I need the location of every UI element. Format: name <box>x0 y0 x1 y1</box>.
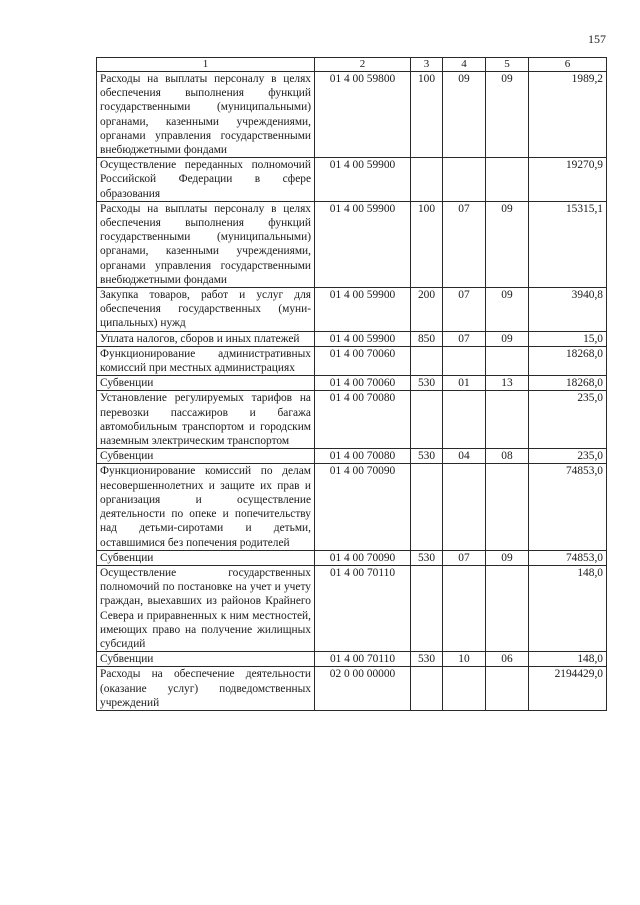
page-number: 157 <box>588 32 606 46</box>
section-cell: 09 <box>443 72 486 158</box>
target-code-cell: 01 4 00 70080 <box>315 391 411 449</box>
amount-cell: 15,0 <box>529 331 607 346</box>
table-row <box>97 565 607 651</box>
amount-cell: 3940,8 <box>529 288 607 332</box>
table-row <box>97 346 607 375</box>
item-name-cell: Субвенции <box>97 652 315 667</box>
column-header: 4 <box>443 58 486 72</box>
section-cell <box>443 464 486 550</box>
subsection-cell: 09 <box>486 550 529 565</box>
subsection-cell: 13 <box>486 376 529 391</box>
subsection-cell: 09 <box>486 288 529 332</box>
table-row <box>97 158 607 202</box>
target-code-cell: 01 4 00 70090 <box>315 550 411 565</box>
amount-cell: 148,0 <box>529 565 607 651</box>
column-header: 2 <box>315 58 411 72</box>
subsection-cell: 08 <box>486 449 529 464</box>
subsection-cell <box>486 346 529 375</box>
table-row <box>97 652 607 667</box>
expense-type-cell: 200 <box>411 288 443 332</box>
item-name-cell: Субвенции <box>97 449 315 464</box>
section-cell: 07 <box>443 331 486 346</box>
target-code-cell: 01 4 00 59800 <box>315 72 411 158</box>
item-name-cell: Расходы на выплаты персоналу в целях обеспечения выполнения функций государственными (муниципальными) органами, казенными учреждениями, органами управления государственными внебюджетными фондами <box>97 201 315 287</box>
item-name-cell: Закупка товаров, работ и услуг для обеспечения государственных (муниципальных) нужд <box>97 288 315 332</box>
item-name-cell: Функционирование административных комиссий при местных администрациях <box>97 346 315 375</box>
expense-type-cell: 530 <box>411 550 443 565</box>
target-code-cell: 01 4 00 70060 <box>315 346 411 375</box>
column-header: 5 <box>486 58 529 72</box>
subsection-cell <box>486 158 529 202</box>
expense-type-cell: 530 <box>411 449 443 464</box>
target-code-cell: 01 4 00 70090 <box>315 464 411 550</box>
table-row <box>97 550 607 565</box>
table-row <box>97 667 607 711</box>
subsection-cell: 09 <box>486 201 529 287</box>
table-row <box>97 331 607 346</box>
section-cell: 07 <box>443 550 486 565</box>
item-name-cell: Осуществление переданных полномочий Российской Федерации в сфере образования <box>97 158 315 202</box>
section-cell <box>443 391 486 449</box>
expense-type-cell <box>411 158 443 202</box>
table-row <box>97 72 607 158</box>
amount-cell: 74853,0 <box>529 550 607 565</box>
subsection-cell <box>486 391 529 449</box>
target-code-cell: 01 4 00 70110 <box>315 565 411 651</box>
subsection-cell <box>486 667 529 711</box>
header-row <box>97 58 607 72</box>
item-name-cell: Осуществление государственных полномочий по постановке на учет и учету граждан, выехавших из районов Крайнего Севера и приравненных к ним местностей, имеющих право на получение жилищных субсидий <box>97 565 315 651</box>
budget-table <box>96 57 607 711</box>
item-name-cell: Установление регулируемых тарифов на перевозки пассажиров и багажа автомобильным транспортом и городским наземным электрическим транспортом <box>97 391 315 449</box>
subsection-cell: 09 <box>486 331 529 346</box>
amount-cell: 235,0 <box>529 449 607 464</box>
section-cell: 10 <box>443 652 486 667</box>
subsection-cell <box>486 464 529 550</box>
target-code-cell: 01 4 00 70060 <box>315 376 411 391</box>
section-cell <box>443 667 486 711</box>
section-cell <box>443 346 486 375</box>
expense-type-cell <box>411 565 443 651</box>
item-name-cell: Уплата налогов, сборов и иных платежей <box>97 331 315 346</box>
expense-type-cell <box>411 464 443 550</box>
table-row <box>97 376 607 391</box>
target-code-cell: 01 4 00 70080 <box>315 449 411 464</box>
table-row <box>97 449 607 464</box>
section-cell <box>443 565 486 651</box>
subsection-cell <box>486 565 529 651</box>
section-cell: 07 <box>443 201 486 287</box>
amount-cell: 18268,0 <box>529 346 607 375</box>
amount-cell: 235,0 <box>529 391 607 449</box>
subsection-cell: 06 <box>486 652 529 667</box>
expense-type-cell: 850 <box>411 331 443 346</box>
table-row <box>97 464 607 550</box>
target-code-cell: 01 4 00 59900 <box>315 201 411 287</box>
table-row <box>97 391 607 449</box>
section-cell: 07 <box>443 288 486 332</box>
section-cell: 01 <box>443 376 486 391</box>
table-row <box>97 201 607 287</box>
amount-cell: 18268,0 <box>529 376 607 391</box>
item-name-cell: Расходы на выплаты персоналу в целях обеспечения выполнения функций государственными (муниципальными) органами, казенными учреждениями, органами управления государственными внебюджетными фондами <box>97 72 315 158</box>
section-cell <box>443 158 486 202</box>
target-code-cell: 01 4 00 59900 <box>315 158 411 202</box>
section-cell: 04 <box>443 449 486 464</box>
expense-type-cell <box>411 391 443 449</box>
subsection-cell: 09 <box>486 72 529 158</box>
target-code-cell: 01 4 00 70110 <box>315 652 411 667</box>
target-code-cell: 01 4 00 59900 <box>315 288 411 332</box>
target-code-cell: 01 4 00 59900 <box>315 331 411 346</box>
item-name-cell: Расходы на обеспечение деятельности (оказание услуг) подведомственных учреждений <box>97 667 315 711</box>
amount-cell: 15315,1 <box>529 201 607 287</box>
amount-cell: 19270,9 <box>529 158 607 202</box>
expense-type-cell <box>411 346 443 375</box>
item-name-cell: Функционирование комиссий по делам несовершеннолетних и защите их прав и организация и осуществление деятельности по опеке и попечительству над детьми-сиротами и детьми, оставшимися без попечения родителей <box>97 464 315 550</box>
column-header: 3 <box>411 58 443 72</box>
expense-type-cell: 100 <box>411 72 443 158</box>
expense-type-cell: 100 <box>411 201 443 287</box>
amount-cell: 1989,2 <box>529 72 607 158</box>
expense-type-cell <box>411 667 443 711</box>
target-code-cell: 02 0 00 00000 <box>315 667 411 711</box>
item-name-cell: Субвенции <box>97 376 315 391</box>
amount-cell: 74853,0 <box>529 464 607 550</box>
expense-type-cell: 530 <box>411 652 443 667</box>
table-row <box>97 288 607 332</box>
column-header: 6 <box>529 58 607 72</box>
amount-cell: 148,0 <box>529 652 607 667</box>
item-name-cell: Субвенции <box>97 550 315 565</box>
expense-type-cell: 530 <box>411 376 443 391</box>
column-header: 1 <box>97 58 315 72</box>
amount-cell: 2194429,0 <box>529 667 607 711</box>
